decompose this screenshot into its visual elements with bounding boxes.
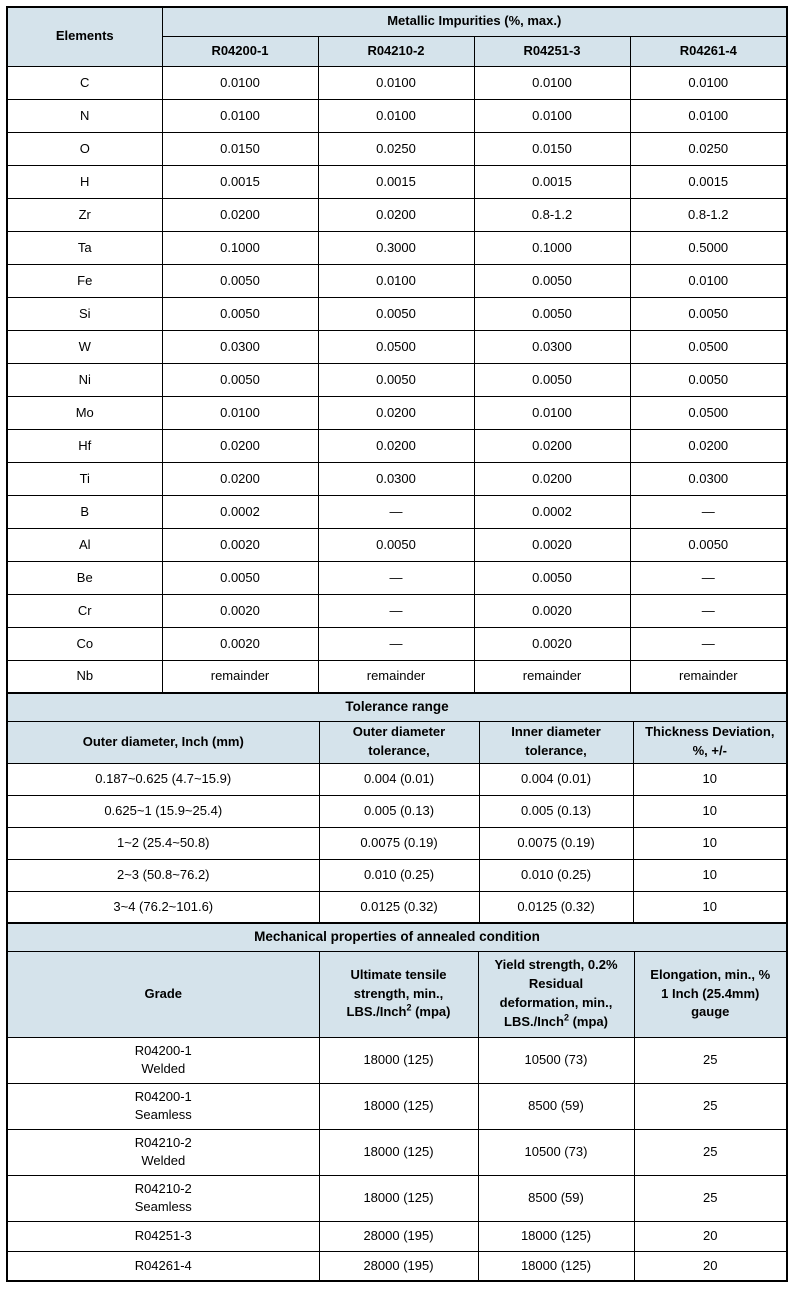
elongation-cell: 20 [634, 1251, 787, 1281]
impurity-row [7, 132, 787, 165]
header-line: Grade [144, 985, 183, 1001]
impurity-value-cell: 0.0050 [474, 363, 630, 396]
grade-line: R04261-4 [134, 1257, 192, 1273]
tolerance-value-cell: 0.005 (0.13) [319, 795, 479, 827]
impurity-value-cell: 0.0200 [474, 429, 630, 462]
grade-line: R04210-2 [134, 1181, 192, 1197]
tolerance-value-cell: 0.004 (0.01) [479, 763, 633, 795]
impurity-value-cell: 0.0050 [318, 363, 474, 396]
impurity-row [7, 66, 787, 99]
impurity-row [7, 528, 787, 561]
impurity-row [7, 330, 787, 363]
mechanical-title-row [7, 923, 787, 951]
impurity-value-cell: 0.0050 [318, 528, 474, 561]
elements-column-header: Elements [7, 7, 162, 66]
impurity-value-cell: 0.0015 [630, 165, 787, 198]
header-line: Yield strength, 0.2% [494, 957, 618, 973]
impurity-value-cell: 0.0020 [162, 594, 318, 627]
impurity-value-cell: 0.0500 [630, 396, 787, 429]
tolerance-value-cell: 0.0075 (0.19) [319, 827, 479, 859]
impurity-value-cell: 0.0100 [474, 99, 630, 132]
element-cell: W [7, 330, 162, 363]
superscript: 2 [563, 1012, 569, 1023]
header-line: LBS./Inch [504, 1013, 564, 1029]
grade-column-header: R04200-1 [162, 36, 318, 66]
impurity-row [7, 99, 787, 132]
impurity-value-cell: 0.0020 [474, 594, 630, 627]
mechanical-row [7, 1221, 787, 1251]
tolerance-row [7, 891, 787, 923]
impurity-value-cell: 0.5000 [630, 231, 787, 264]
tolerance-column-header-row [7, 721, 787, 763]
element-cell: Fe [7, 264, 162, 297]
header-line: (mpa) [568, 1013, 608, 1029]
impurity-value-cell: 0.0100 [474, 396, 630, 429]
element-cell: Mo [7, 396, 162, 429]
mechanical-row [7, 1175, 787, 1221]
impurity-value-cell: remainder [318, 660, 474, 693]
impurity-value-cell: 0.0100 [318, 66, 474, 99]
yield-strength-column-header [478, 951, 634, 1037]
element-cell: Be [7, 561, 162, 594]
tolerance-value-cell: 10 [633, 891, 787, 923]
impurity-value-cell: 0.0050 [630, 363, 787, 396]
impurity-value-cell: 0.0020 [474, 627, 630, 660]
uts-cell: 18000 (125) [319, 1037, 478, 1083]
impurity-value-cell: 0.0100 [162, 396, 318, 429]
elongation-cell: 25 [634, 1175, 787, 1221]
impurity-value-cell: 0.0200 [474, 462, 630, 495]
ultimate-tensile-column-header [319, 951, 478, 1037]
impurity-value-cell: 0.0100 [318, 264, 474, 297]
impurity-value-cell: 0.0250 [630, 132, 787, 165]
mechanical-column-header-row [7, 951, 787, 1037]
impurity-value-cell: 0.0100 [162, 66, 318, 99]
impurity-value-cell: 0.3000 [318, 231, 474, 264]
impurity-value-cell: 0.1000 [474, 231, 630, 264]
impurity-value-cell: 0.0200 [318, 198, 474, 231]
outer-diameter-cell: 0.625~1 (15.9~25.4) [7, 795, 319, 827]
impurity-value-cell: 0.0050 [474, 264, 630, 297]
impurity-value-cell: 0.0020 [474, 528, 630, 561]
header-line: gauge [691, 1004, 730, 1020]
impurity-row [7, 264, 787, 297]
yield-cell: 18000 (125) [478, 1251, 634, 1281]
element-cell: N [7, 99, 162, 132]
tolerance-value-cell: 10 [633, 763, 787, 795]
outer-diameter-column-header [7, 721, 319, 763]
header-line: (mpa) [411, 1004, 451, 1020]
impurity-value-cell: 0.0150 [162, 132, 318, 165]
header-line: Ultimate tensile [350, 966, 447, 982]
impurity-value-cell: 0.0200 [162, 429, 318, 462]
impurity-value-cell: 0.0300 [318, 462, 474, 495]
grade-cell [7, 1221, 319, 1251]
tolerance-range-table [6, 692, 788, 924]
tolerance-value-cell: 10 [633, 859, 787, 891]
impurity-value-cell: 0.0015 [318, 165, 474, 198]
impurity-value-cell: — [318, 561, 474, 594]
uts-cell: 28000 (195) [319, 1251, 478, 1281]
impurity-value-cell: 0.0500 [630, 330, 787, 363]
elongation-cell: 25 [634, 1083, 787, 1129]
header-line: Elongation, min., % [650, 966, 771, 982]
grade-column-header: R04251-3 [474, 36, 630, 66]
tolerance-value-cell: 10 [633, 827, 787, 859]
grade-line: R04251-3 [134, 1228, 192, 1244]
impurity-row [7, 297, 787, 330]
mechanical-row [7, 1037, 787, 1083]
impurity-value-cell: 0.0050 [630, 528, 787, 561]
element-cell: Al [7, 528, 162, 561]
tolerance-value-cell: 10 [633, 795, 787, 827]
grade-cell [7, 1083, 319, 1129]
impurity-value-cell: 0.0015 [474, 165, 630, 198]
grade-line: R04200-1 [134, 1089, 192, 1105]
grade-line: R04200-1 [134, 1043, 192, 1059]
tolerance-value-cell: 0.010 (0.25) [319, 859, 479, 891]
impurity-value-cell: 0.0002 [474, 495, 630, 528]
grade-line: Seamless [134, 1107, 192, 1122]
impurity-row [7, 396, 787, 429]
impurity-value-cell: 0.0050 [318, 297, 474, 330]
header-line: Outer diameter [352, 724, 446, 740]
header-line: strength, min., [353, 985, 444, 1001]
impurity-value-cell: — [318, 495, 474, 528]
impurity-value-cell: 0.0300 [162, 330, 318, 363]
grade-cell [7, 1037, 319, 1083]
element-cell: Co [7, 627, 162, 660]
impurity-value-cell: 0.0100 [162, 99, 318, 132]
elongation-column-header [634, 951, 787, 1037]
tolerance-value-cell: 0.004 (0.01) [319, 763, 479, 795]
element-cell: O [7, 132, 162, 165]
outer-tolerance-column-header [319, 721, 479, 763]
thickness-deviation-column-header [633, 721, 787, 763]
element-cell: Ta [7, 231, 162, 264]
element-cell: Si [7, 297, 162, 330]
yield-cell: 8500 (59) [478, 1083, 634, 1129]
element-cell: H [7, 165, 162, 198]
header-line: LBS./Inch [346, 1004, 407, 1020]
impurities-title-row [7, 7, 787, 36]
impurity-value-cell: 0.0100 [474, 66, 630, 99]
impurity-value-cell: 0.0200 [162, 198, 318, 231]
impurity-value-cell: 0.0050 [630, 297, 787, 330]
element-cell: Zr [7, 198, 162, 231]
impurity-value-cell: remainder [630, 660, 787, 693]
impurity-value-cell: 0.0050 [162, 297, 318, 330]
outer-diameter-cell: 0.187~0.625 (4.7~15.9) [7, 763, 319, 795]
tolerance-row [7, 827, 787, 859]
impurity-value-cell: — [318, 594, 474, 627]
tolerance-value-cell: 0.0125 (0.32) [319, 891, 479, 923]
header-line: Inner diameter [511, 724, 601, 740]
yield-cell: 10500 (73) [478, 1129, 634, 1175]
header-line: Thickness Deviation, [645, 724, 775, 740]
element-cell: Hf [7, 429, 162, 462]
mechanical-table-title: Mechanical properties of annealed condition [7, 923, 787, 951]
element-cell: Ti [7, 462, 162, 495]
impurity-value-cell: 0.0200 [162, 462, 318, 495]
tolerance-value-cell: 0.010 (0.25) [479, 859, 633, 891]
outer-diameter-cell: 1~2 (25.4~50.8) [7, 827, 319, 859]
element-cell: Nb [7, 660, 162, 693]
impurity-value-cell: 0.0020 [162, 627, 318, 660]
impurity-value-cell: 0.0150 [474, 132, 630, 165]
impurity-row [7, 231, 787, 264]
element-cell: Ni [7, 363, 162, 396]
impurity-row [7, 198, 787, 231]
impurity-value-cell: 0.0100 [630, 99, 787, 132]
header-line: tolerance, [525, 743, 587, 758]
grade-cell [7, 1175, 319, 1221]
impurity-row [7, 462, 787, 495]
mechanical-row [7, 1251, 787, 1281]
tolerance-row [7, 795, 787, 827]
header-line: %, +/- [692, 743, 727, 758]
tolerance-table-title: Tolerance range [7, 693, 787, 721]
impurity-row [7, 561, 787, 594]
impurity-value-cell: 0.0020 [162, 528, 318, 561]
element-cell: C [7, 66, 162, 99]
grade-line: Seamless [134, 1199, 192, 1214]
element-cell: B [7, 495, 162, 528]
grade-cell [7, 1129, 319, 1175]
impurity-row [7, 165, 787, 198]
grade-line: Welded [141, 1061, 186, 1076]
impurity-value-cell: — [630, 594, 787, 627]
impurity-value-cell: — [318, 627, 474, 660]
grade-line: Welded [141, 1153, 186, 1168]
impurity-value-cell: 0.0250 [318, 132, 474, 165]
outer-diameter-cell: 2~3 (50.8~76.2) [7, 859, 319, 891]
grade-column-header: R04210-2 [318, 36, 474, 66]
tolerance-value-cell: 0.0125 (0.32) [479, 891, 633, 923]
impurity-row [7, 429, 787, 462]
impurity-value-cell: 0.0050 [162, 363, 318, 396]
impurity-value-cell: — [630, 627, 787, 660]
tolerance-value-cell: 0.0075 (0.19) [479, 827, 633, 859]
impurity-value-cell: 0.0300 [474, 330, 630, 363]
impurity-value-cell: remainder [474, 660, 630, 693]
yield-cell: 10500 (73) [478, 1037, 634, 1083]
impurity-value-cell: 0.0500 [318, 330, 474, 363]
impurity-value-cell: 0.0300 [630, 462, 787, 495]
tolerance-title-row [7, 693, 787, 721]
impurity-value-cell: 0.0050 [474, 297, 630, 330]
impurity-value-cell: 0.0100 [318, 99, 474, 132]
header-line: Outer diameter, Inch (mm) [82, 733, 244, 749]
metallic-impurities-table [6, 6, 788, 694]
impurity-value-cell: 0.8-1.2 [630, 198, 787, 231]
uts-cell: 18000 (125) [319, 1129, 478, 1175]
impurity-value-cell: 0.0015 [162, 165, 318, 198]
mechanical-row [7, 1083, 787, 1129]
grade-line: R04210-2 [134, 1135, 192, 1151]
yield-cell: 18000 (125) [478, 1221, 634, 1251]
grade-column-header: R04261-4 [630, 36, 787, 66]
yield-cell: 8500 (59) [478, 1175, 634, 1221]
impurity-row [7, 495, 787, 528]
tolerance-value-cell: 0.005 (0.13) [479, 795, 633, 827]
impurity-row [7, 660, 787, 693]
elongation-cell: 25 [634, 1129, 787, 1175]
impurity-value-cell: 0.0200 [318, 396, 474, 429]
header-line: tolerance, [368, 743, 430, 758]
impurity-value-cell: 0.0200 [630, 429, 787, 462]
header-line: Residual [528, 976, 584, 992]
impurity-value-cell: 0.0050 [162, 264, 318, 297]
header-line: 1 Inch (25.4mm) [661, 985, 760, 1001]
superscript: 2 [406, 1003, 412, 1014]
grade-cell [7, 1251, 319, 1281]
uts-cell: 28000 (195) [319, 1221, 478, 1251]
impurity-value-cell: — [630, 495, 787, 528]
tolerance-row [7, 859, 787, 891]
impurity-value-cell: 0.8-1.2 [474, 198, 630, 231]
impurity-value-cell: 0.1000 [162, 231, 318, 264]
uts-cell: 18000 (125) [319, 1175, 478, 1221]
impurity-value-cell: 0.0100 [630, 264, 787, 297]
inner-tolerance-column-header [479, 721, 633, 763]
elongation-cell: 25 [634, 1037, 787, 1083]
outer-diameter-cell: 3~4 (76.2~101.6) [7, 891, 319, 923]
impurity-row [7, 363, 787, 396]
impurity-value-cell: 0.0200 [318, 429, 474, 462]
impurity-row [7, 627, 787, 660]
element-cell: Cr [7, 594, 162, 627]
mechanical-properties-table [6, 922, 788, 1282]
tolerance-row [7, 763, 787, 795]
grade-column-header [7, 951, 319, 1037]
impurity-row [7, 594, 787, 627]
impurity-value-cell: remainder [162, 660, 318, 693]
impurity-value-cell: 0.0100 [630, 66, 787, 99]
impurity-value-cell: 0.0050 [162, 561, 318, 594]
impurity-value-cell: 0.0002 [162, 495, 318, 528]
impurity-value-cell: 0.0050 [474, 561, 630, 594]
mechanical-row [7, 1129, 787, 1175]
impurity-value-cell: — [630, 561, 787, 594]
header-line: deformation, min., [499, 995, 613, 1010]
elongation-cell: 20 [634, 1221, 787, 1251]
uts-cell: 18000 (125) [319, 1083, 478, 1129]
impurities-table-title: Metallic Impurities (%, max.) [162, 7, 787, 36]
